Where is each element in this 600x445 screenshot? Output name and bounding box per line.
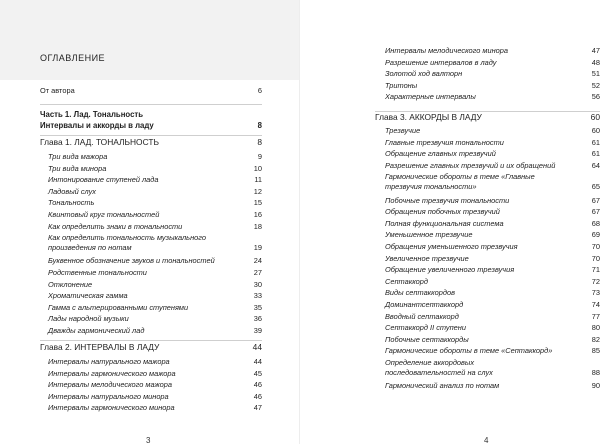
toc-entry-page: 88: [591, 367, 600, 377]
toc-entry-page: 61: [591, 137, 600, 147]
toc-entry[interactable]: [385, 300, 600, 310]
toc-entry-page: 67: [591, 195, 600, 205]
toc-entry[interactable]: [48, 222, 262, 232]
toc-entry[interactable]: [385, 126, 600, 136]
toc-entry-title: Обращение главных трезвучий: [385, 149, 496, 159]
toc-entry-page: 45: [253, 368, 262, 378]
divider: [40, 135, 262, 136]
toc-entry-title: Интервалы натурального мажора: [48, 357, 170, 366]
toc-entry-title: Три вида мажора: [48, 152, 108, 161]
toc-entry-title: Трезвучие: [385, 126, 421, 135]
toc-entry-title: Интонирование ступеней лада: [48, 175, 159, 185]
toc-entry-title: Три вида минора: [48, 163, 107, 173]
toc-entry[interactable]: [385, 335, 600, 345]
toc-entry[interactable]: [385, 207, 600, 217]
toc-entry-page: 19: [253, 242, 262, 252]
toc-entry-title: Лады народной музыки: [48, 314, 129, 324]
toc-entry[interactable]: [385, 277, 600, 287]
toc-entry-title: Интервалы натурального минора: [48, 391, 169, 401]
toc-heading: ОГЛАВЛЕНИЕ: [40, 53, 106, 63]
toc-entry-page: 80: [591, 323, 600, 333]
toc-entry[interactable]: [48, 303, 262, 313]
toc-entry[interactable]: [385, 58, 600, 68]
toc-entry-title: Уменьшенное трезвучие: [385, 230, 473, 240]
toc-entry-title: Гармонический анализ по нотам: [385, 381, 500, 391]
toc-entry-title: Буквенное обозначение звуков и тональностей: [48, 256, 215, 266]
right-page: [300, 0, 600, 444]
toc-entry-title: Разрешение интервалов в ладу: [385, 57, 497, 67]
toc-entry[interactable]: [48, 164, 262, 174]
chapter-2-heading[interactable]: Глава 2. ИНТЕРВАЛЫ В ЛАДУ 44: [40, 342, 262, 352]
toc-entry-page: 11: [254, 175, 262, 185]
toc-entry-page: 12: [253, 186, 262, 196]
toc-entry-part1-line2[interactable]: Интервалы и аккорды в ладу 8: [40, 121, 262, 130]
toc-entry[interactable]: [385, 92, 600, 102]
toc-entry-page: 15: [253, 198, 262, 208]
toc-entry[interactable]: [48, 403, 262, 413]
toc-entry-page: 72: [591, 276, 600, 286]
toc-entry-page: 64: [591, 160, 600, 170]
toc-entry-title: Квинтовый круг тональностей: [48, 210, 160, 219]
toc-entry-title: Отклонение: [48, 279, 93, 289]
toc-entry-page: 60: [591, 126, 600, 135]
toc-entry[interactable]: [48, 268, 262, 278]
toc-entry-page: 48: [591, 57, 600, 67]
toc-entry-title: Виды септаккордов: [385, 288, 455, 298]
toc-entry-title: Гармонические обороты в теме «Септаккорд»: [385, 346, 553, 356]
toc-entry[interactable]: [48, 392, 262, 402]
toc-entry-title: Определение аккордовых последовательностей на слух: [385, 358, 493, 377]
toc-entry-title: Дважды гармонический лад: [48, 326, 145, 335]
toc-entry[interactable]: [385, 265, 600, 275]
toc-entry[interactable]: [48, 280, 262, 290]
toc-entry[interactable]: [48, 326, 262, 336]
divider: [40, 104, 262, 105]
toc-entry-title: Главные трезвучия тональности: [385, 137, 504, 147]
toc-entry-page: 9: [257, 152, 262, 161]
toc-entry-page: 74: [591, 300, 600, 309]
toc-entry[interactable]: [385, 69, 600, 79]
toc-entry[interactable]: [48, 175, 262, 185]
toc-entry[interactable]: [385, 81, 600, 91]
toc-entry-page: 30: [253, 279, 262, 289]
toc-entry[interactable]: [385, 323, 600, 333]
toc-entry-title: Септаккорд II ступени: [385, 323, 466, 333]
toc-entry-title: Интервалы гармонического минора: [48, 403, 175, 413]
toc-entry-title: Побочные трезвучия тональности: [385, 195, 510, 205]
toc-entry-page: 36: [253, 314, 262, 324]
toc-entry-title: Как определить тональность музыкального произведения по нотам: [48, 233, 206, 252]
toc-entry-page: 68: [591, 218, 600, 228]
toc-entry-title: Побочные септаккорды: [385, 334, 469, 344]
toc-entry[interactable]: [385, 254, 600, 264]
toc-entry-page: 44: [253, 357, 262, 366]
toc-entry-title: Обращения уменьшенного трезвучия: [385, 242, 518, 251]
toc-entry-page: 24: [253, 256, 262, 266]
toc-entry[interactable]: [385, 381, 600, 391]
toc-entry-title: Обращения побочных трезвучий: [385, 207, 500, 217]
toc-entry[interactable]: [385, 358, 600, 377]
toc-entry[interactable]: [385, 46, 600, 56]
toc-entry[interactable]: [48, 233, 262, 252]
toc-entry-title: Интервалы мелодического минора: [385, 46, 508, 55]
toc-entry-title: Как определить знаки в тональности: [48, 221, 183, 231]
toc-entry[interactable]: [385, 149, 600, 159]
toc-entry[interactable]: [48, 210, 262, 220]
toc-entry[interactable]: [48, 198, 262, 208]
toc-entry[interactable]: [385, 161, 600, 171]
toc-entry-title: Гамма с альтерированными ступенями: [48, 302, 189, 312]
toc-entry-title: Септаккорд: [385, 276, 428, 286]
toc-entry-page: 46: [253, 380, 262, 390]
page-number: 4: [484, 436, 489, 445]
left-page: [0, 0, 300, 444]
chapter-1-heading[interactable]: Глава 1. ЛАД. ТОНАЛЬНОСТЬ 8: [40, 137, 262, 147]
toc-entry-part1-line1[interactable]: Часть 1. Лад. Тональность: [40, 110, 144, 119]
toc-entry[interactable]: [385, 230, 600, 240]
toc-entry-title: Хроматическая гамма: [48, 291, 128, 301]
toc-entry[interactable]: [385, 288, 600, 298]
toc-entry-page: 82: [591, 334, 600, 344]
toc-entry-page: 73: [591, 288, 600, 298]
toc-entry-title: Гармонические обороты в теме «Главные трезвучия тональности»: [385, 172, 535, 191]
toc-entry-title: Разрешение главных трезвучий и их обращений: [385, 160, 556, 170]
toc-entry[interactable]: [48, 187, 262, 197]
page-number: 3: [146, 436, 151, 445]
toc-entry-page: 67: [591, 207, 600, 217]
toc-entry[interactable]: [48, 256, 262, 266]
toc-entry-title: Обращение увеличенного трезвучия: [385, 265, 515, 275]
toc-entry-page: 69: [591, 230, 600, 240]
toc-entry-title: Тональность: [48, 198, 95, 208]
toc-entry-title: Родственные тональности: [48, 268, 147, 277]
toc-entry[interactable]: [48, 369, 262, 379]
toc-entry-from-author[interactable]: От автора 6: [40, 86, 262, 95]
toc-entry[interactable]: [48, 152, 262, 162]
toc-entry-page: 46: [253, 391, 262, 401]
toc-entry[interactable]: [385, 242, 600, 252]
toc-entry-title: Ладовый слух: [48, 186, 97, 196]
toc-entry[interactable]: [48, 357, 262, 367]
toc-entry[interactable]: [385, 172, 600, 191]
toc-entry-page: 27: [253, 268, 262, 277]
toc-entry-title: Доминантсептаккорд: [385, 300, 464, 309]
toc-entry-page: 33: [253, 291, 262, 301]
toc-entry-page: 70: [591, 253, 600, 263]
toc-entry-page: 65: [591, 181, 600, 191]
toc-entry-title: Вводный септаккорд: [385, 311, 459, 321]
toc-entry[interactable]: [385, 138, 600, 148]
toc-entry-page: 71: [591, 265, 600, 275]
toc-entry-title: Интервалы мелодического мажора: [48, 380, 172, 390]
toc-entry-title: Характерные интервалы: [385, 92, 476, 102]
toc-entry[interactable]: [385, 346, 600, 356]
toc-entry[interactable]: [385, 196, 600, 206]
toc-entry-page: 51: [591, 69, 600, 79]
toc-entry-page: 47: [591, 46, 600, 55]
toc-entry-page: 70: [591, 242, 600, 251]
toc-entry-page: 18: [253, 221, 262, 231]
toc-entry[interactable]: [385, 312, 600, 322]
toc-entry[interactable]: [48, 291, 262, 301]
toc-entry-page: 16: [253, 210, 262, 219]
toc-entry-page: 61: [591, 149, 600, 159]
toc-entry-page: 85: [591, 346, 600, 356]
divider: [40, 340, 262, 341]
toc-entry-page: 77: [591, 311, 600, 321]
toc-entry-page: 10: [253, 163, 262, 173]
toc-entry-title: Увеличенное трезвучие: [385, 253, 469, 263]
toc-entry-title: Полная функциональная система: [385, 218, 504, 228]
chapter-3-heading[interactable]: Глава 3. АККОРДЫ В ЛАДУ 60: [375, 112, 600, 122]
toc-entry-title: Тритоны: [385, 80, 418, 90]
toc-entry[interactable]: [48, 380, 262, 390]
toc-entry-page: 52: [591, 80, 600, 90]
toc-entry-page: 90: [591, 381, 600, 391]
toc-entry-title: Золотой ход валторн: [385, 69, 463, 79]
toc-entry[interactable]: [48, 314, 262, 324]
toc-entry-page: 35: [253, 302, 262, 312]
toc-entry-page: 56: [591, 92, 600, 102]
toc-entry-page: 39: [253, 326, 262, 335]
toc-entry[interactable]: [385, 219, 600, 229]
header-band: [0, 0, 300, 80]
toc-entry-page: 47: [253, 403, 262, 413]
toc-entry-title: Интервалы гармонического мажора: [48, 368, 176, 378]
